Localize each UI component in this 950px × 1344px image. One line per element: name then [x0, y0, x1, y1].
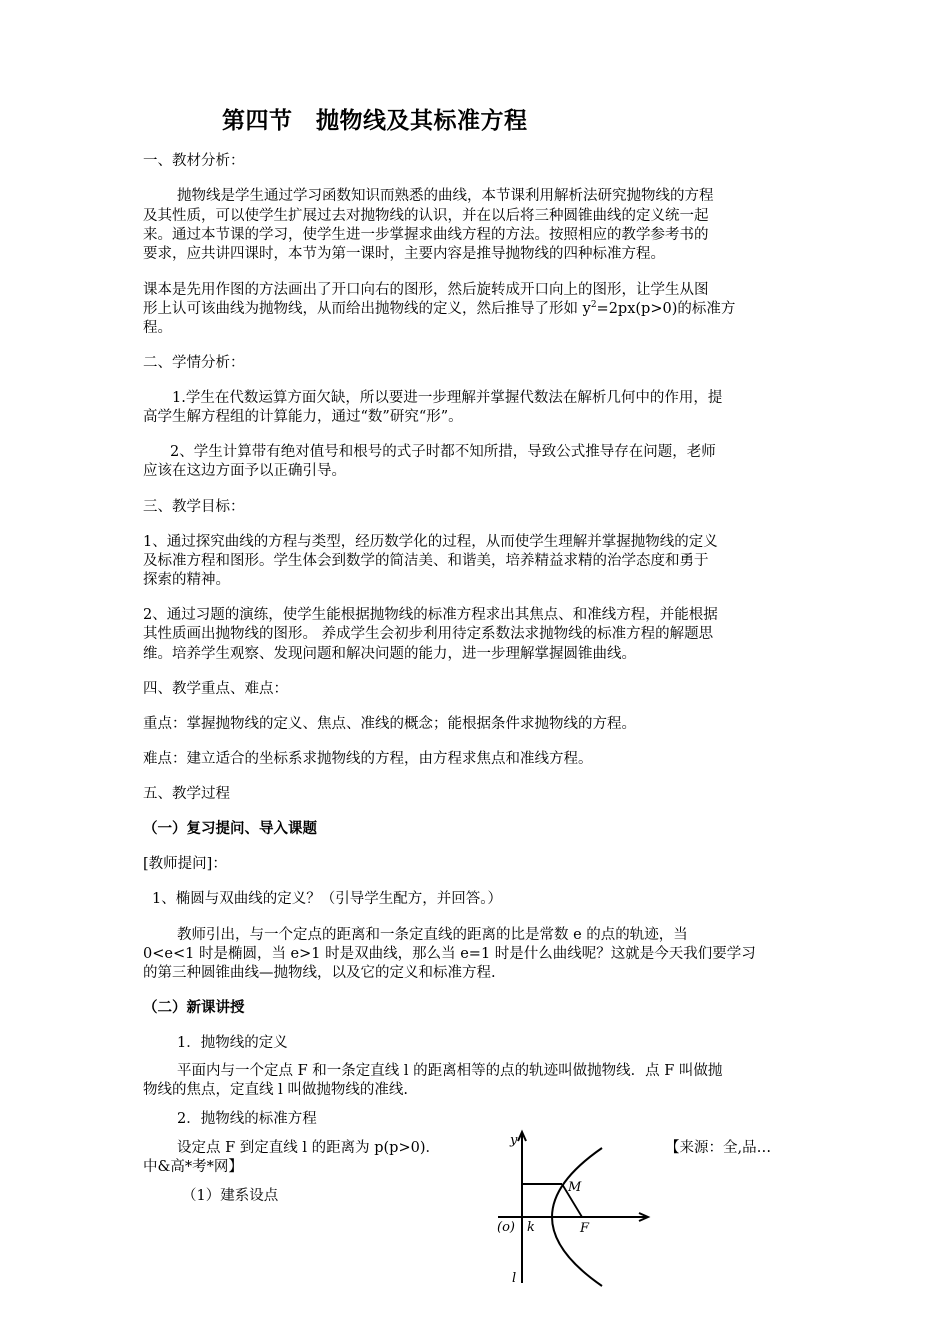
question-line: 1、椭圆与双曲线的定义？（引导学生配方，并回答。） — [152, 891, 502, 907]
subsection-heading: （二）新课讲授 — [143, 1000, 245, 1016]
k-label: k — [527, 1220, 535, 1235]
parabola-figure — [494, 1128, 654, 1288]
paragraph-line: 2、学生计算带有绝对值号和根号的式子时都不知所措，导致公式推导存在问题，老师 — [170, 444, 716, 460]
focus-label: F — [580, 1221, 590, 1236]
key-point: 重点：掌握抛物线的定义、焦点、准线的概念；能根据条件求抛物线的方程。 — [143, 716, 636, 732]
paragraph-line: 应该在这边方面予以正确引导。 — [143, 463, 346, 479]
paragraph-line: 1.学生在代数运算方面欠缺，所以要进一步理解并掌握代数法在解析几何中的作用，提 — [172, 390, 723, 406]
paragraph-line: 抛物线是学生通过学习函数知识而熟悉的曲线，本节课利用解析法研究抛物线的方程 — [177, 188, 714, 204]
section-heading-4: 四、教学重点、难点： — [143, 681, 288, 697]
paragraph-line: 物线的焦点，定直线 l 叫做抛物线的准线. — [143, 1082, 408, 1098]
paragraph-line: 平面内与一个定点 F 和一条定直线 l 的距离相等的点的轨迹叫做抛物线．点 F 叫做抛 — [177, 1063, 723, 1079]
origin-label: (o) — [497, 1220, 515, 1235]
formula-prefix: 形上认可该曲线为抛物线，从而给出抛物线的定义，然后推导了形如 y — [143, 301, 591, 317]
paragraph-line: 其性质画出抛物线的图形。 养成学生会初步利用待定系数法求抛物线的标准方程的解题思 — [143, 626, 714, 642]
point-m-label: M — [568, 1180, 582, 1195]
section-heading-3: 三、教学目标： — [143, 499, 245, 515]
paragraph-line: 探索的精神。 — [143, 572, 230, 588]
paragraph-line: 维。培养学生观察、发现问题和解决问题的能力，进一步理解掌握圆锥曲线。 — [143, 646, 636, 662]
directrix-label: l — [512, 1271, 517, 1286]
source-note: 【来源：全,品… — [665, 1140, 772, 1156]
standard-eq-heading: 2．抛物线的标准方程 — [177, 1111, 317, 1127]
paragraph-line: 程。 — [143, 320, 172, 336]
paragraph-line: 及标准方程和图形。学生体会到数学的简洁美、和谐美，培养精益求精的治学态度和勇于 — [143, 553, 709, 569]
difficult-point: 难点：建立适合的坐标系求抛物线的方程，由方程求焦点和准线方程。 — [143, 751, 593, 767]
source-note: 中&高*考*网】 — [143, 1159, 243, 1175]
paragraph-line: 及其性质，可以使学生扩展过去对抛物线的认识，并在以后将三种圆锥曲线的定义统一起 — [143, 208, 709, 224]
page-title: 第四节 抛物线及其标准方程 — [222, 108, 528, 134]
paragraph-line: 来。通过本节课的学习，使学生进一步掌握求曲线方程的方法。按照相应的教学参考书的 — [143, 227, 709, 243]
section-heading-5: 五、教学过程 — [143, 786, 230, 802]
y-axis-label: y — [510, 1133, 518, 1148]
paragraph-line: 0<e<1 时是椭圆，当 e>1 时是双曲线，那么当 e=1 时是什么曲线呢？这就是今天我们要学习 — [143, 946, 756, 962]
formula-suffix: =2px(p>0)的标准方 — [596, 301, 736, 317]
formula-superscript: 2 — [590, 300, 597, 311]
paragraph-line: 的第三种圆锥曲线—抛物线，以及它的定义和标准方程. — [143, 965, 496, 981]
subsection-heading: （一）复习提问、导入课题 — [143, 821, 317, 837]
paragraph-line: 2、通过习题的演练，使学生能根据抛物线的标准方程求出其焦点、和准线方程，并能根据 — [143, 607, 718, 623]
definition-heading: 1．抛物线的定义 — [177, 1035, 288, 1051]
paragraph-line-formula — [143, 300, 735, 320]
paragraph-line: 要求，应共讲四课时，本节为第一课时，主要内容是推导抛物线的四种标准方程。 — [143, 246, 665, 262]
teacher-question-label: [教师提问]： — [143, 856, 227, 872]
paragraph-line: 教师引出，与一个定点的距离和一条定直线的距离的比是常数 e 的点的轨迹，当 — [177, 927, 688, 943]
setup-heading: （1）建系设点 — [182, 1188, 279, 1204]
paragraph-line: 高学生解方程组的计算能力，通过“数”研究“形”。 — [143, 409, 463, 425]
paragraph-line: 课本是先用作图的方法画出了开口向右的图形，然后旋转成开口向上的图形，让学生从图 — [143, 282, 709, 298]
paragraph-line: 设定点 F 到定直线 l 的距离为 p(p>0)． — [177, 1140, 440, 1156]
section-heading-1: 一、教材分析： — [143, 153, 245, 169]
section-heading-2: 二、学情分析： — [143, 355, 245, 371]
paragraph-line: 1、通过探究曲线的方程与类型，经历数学化的过程，从而使学生理解并掌握抛物线的定义 — [143, 534, 718, 550]
